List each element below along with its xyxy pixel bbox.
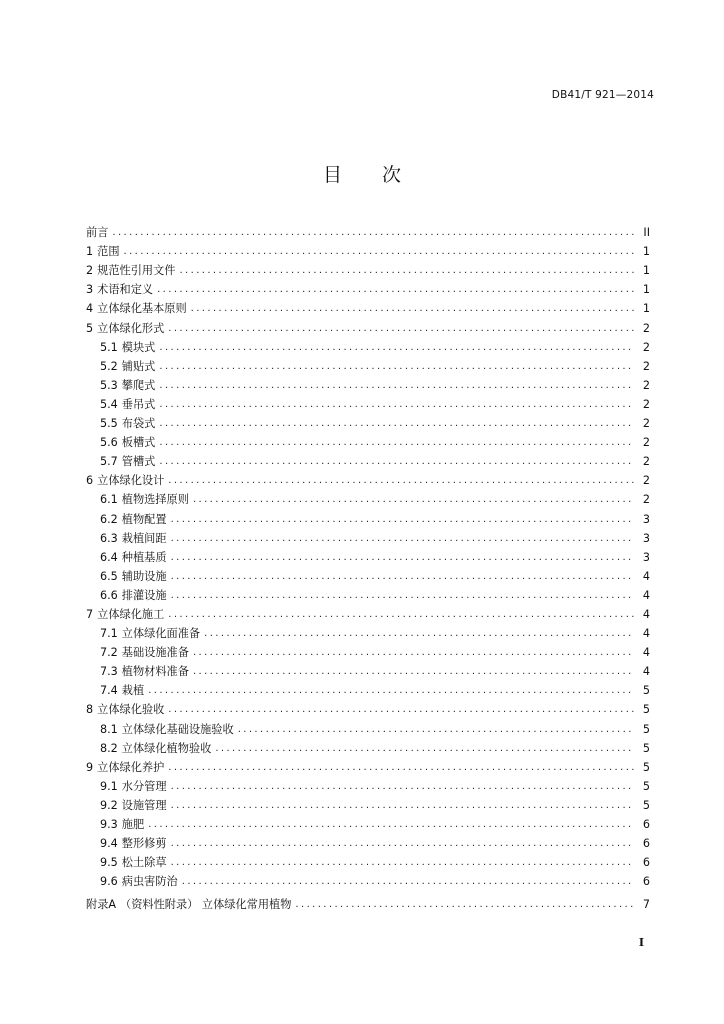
toc-entry[interactable] [86,892,650,911]
toc-entry-label [100,532,167,545]
toc-entry-number: 8.2 [100,741,118,755]
toc-entry-page: 3 [642,531,650,545]
toc-leader-dots [171,857,634,869]
toc-entry-title: 铺贴式 [121,359,156,373]
toc-entry-number: 9.4 [100,837,118,851]
toc-leader-dots [159,437,634,449]
toc-entry[interactable] [86,468,650,487]
toc-entry-number: 5 [86,321,94,335]
toc-entry[interactable] [86,373,650,392]
toc-entry-label [86,245,120,258]
toc-leader-dots [171,571,634,583]
toc-entry-page: 5 [642,798,650,812]
toc-entry-number: 7.1 [100,627,118,641]
toc-entry-title: 施肥 [121,818,145,831]
toc-entry-number: 5.3 [100,378,118,392]
toc-entry-number: 6.6 [100,588,118,602]
toc-entry-title: 立体绿化基础设施验收 [121,722,234,736]
toc-entry-number: 5.2 [100,359,118,373]
toc-entry-label [100,551,167,564]
toc-entry-title: 立体绿化植物验收 [121,741,212,755]
toc-entry-label [100,856,167,869]
toc-entry-title: 辅助设施 [121,569,167,583]
toc-entry-page: 2 [642,455,650,469]
toc-entry-label [100,837,167,850]
toc-leader-dots [159,418,634,430]
toc-leader-dots [182,876,634,888]
toc-leader-dots [204,628,634,640]
toc-entry-label [86,474,164,487]
toc-entry-title: 植物材料准备 [121,665,189,679]
toc-entry-number: 5.4 [100,397,118,411]
toc-entry-title: 模块式 [121,340,156,354]
toc-entry-title: 排灌设施 [121,588,167,602]
toc-entry[interactable] [86,220,650,239]
toc-entry-label [100,570,167,583]
toc-entry-page: 6 [642,818,650,831]
toc-entry-number: 9.3 [100,818,118,831]
toc-entry-label [100,455,155,468]
toc-leader-dots [171,552,634,564]
toc-entry-page: 5 [642,741,650,755]
toc-entry-page: 1 [642,302,650,316]
toc-entry[interactable] [86,335,650,354]
toc-entry-number: 7.3 [100,665,118,679]
toc-entry-number: 6.1 [100,493,118,507]
toc-entry-label [86,761,164,774]
toc-entry-label [100,646,189,659]
toc-entry-page: 2 [642,493,650,507]
toc-entry-number: 6.4 [100,550,118,564]
toc-entry-title: 范围 [97,245,120,259]
toc-entry-title: 立体绿化养护 [97,760,165,774]
toc-entry-title: 立体绿化基本原则 [97,302,187,316]
toc-entry-number: 8 [86,703,94,717]
toc-entry[interactable] [86,850,650,869]
toc-entry-page: 2 [642,474,650,488]
toc-entry-page: 2 [642,359,650,373]
toc-entry-label [100,493,189,506]
toc-entry-title: 栽植 [121,684,145,698]
toc-entry-page: 1 [642,264,650,278]
toc-entry-label [86,264,175,277]
toc-entry-title: 立体绿化面准备 [121,627,201,641]
toc-entry-page: 2 [642,436,650,450]
toc-entry-label [86,898,291,911]
toc-entry-label [100,360,155,373]
toc-entry-title: 前言 [86,226,109,240]
toc-entry-number: 5.6 [100,436,118,450]
toc-entry-title: 立体绿化形式 [97,321,165,335]
toc-leader-dots [112,227,634,239]
toc-entry-title: 水分管理 [121,779,167,793]
toc-entry-page: 3 [642,512,650,526]
toc-entry[interactable] [86,621,650,640]
toc-leader-dots [124,246,634,258]
toc-entry[interactable] [86,258,650,277]
toc-entry-page: 6 [642,837,650,851]
toc-entry-label [100,684,144,697]
toc-entry-title: 立体绿化施工 [97,607,165,621]
toc-leader-dots [171,838,634,850]
toc-entry-label [100,417,155,430]
toc-entry[interactable] [86,793,650,812]
toc-entry-number: 9.6 [100,875,118,889]
toc-entry-label [100,398,155,411]
toc-entry-page: 1 [642,245,650,259]
toc-entry-label [100,665,189,678]
toc-leader-dots [171,781,634,793]
toc-entry-label [86,283,153,296]
toc-entry-number: 附录A [86,898,117,912]
toc-entry[interactable] [86,602,650,621]
toc-leader-dots [148,685,634,697]
toc-leader-dots [171,800,634,812]
toc-entry-title: 基础设施准备 [121,646,189,660]
toc-entry-title: 垂吊式 [121,397,156,411]
toc-entry-title: 整形修剪 [121,837,167,851]
toc-entry[interactable] [86,659,650,678]
toc-leader-dots [159,380,634,392]
toc-entry-number: 5.1 [100,340,118,354]
toc-entry-number: 5.7 [100,455,118,469]
toc-entry-title: 松土除草 [121,856,167,870]
toc-entry-label [100,799,167,812]
toc-entry-number: 9.5 [100,856,118,870]
toc-leader-dots [171,590,634,602]
toc-leader-dots [159,399,634,411]
toc-entry-number: 2 [86,264,94,278]
toc-leader-dots [148,819,634,831]
toc-entry-number: 4 [86,302,94,316]
toc-entry-page: 6 [642,856,650,870]
toc-entry[interactable] [86,736,650,755]
toc-entry-number: 3 [86,283,94,297]
toc-entry-number: 5.5 [100,417,118,431]
toc-entry-title: 术语和定义 [97,283,154,297]
toc-entry-label [100,723,234,736]
page-title [0,160,724,187]
document-code: DB41/T 921—2014 [551,89,654,101]
toc-entry-page: 4 [642,569,650,583]
toc-entry-label [100,341,155,354]
toc-leader-dots [168,475,634,487]
toc-entry-title: 病虫害防治 [121,875,178,889]
toc-leader-dots [238,724,634,736]
toc-entry-title: 植物配置 [121,512,167,526]
toc-leader-dots [193,494,634,506]
toc-entry-page: 2 [642,340,650,354]
toc-entry-title: 立体绿化设计 [97,474,165,488]
toc-entry-number: 8.1 [100,722,118,736]
toc-entry-page: 5 [642,703,650,717]
toc-entry[interactable] [86,487,650,506]
toc-entry-page: 4 [642,607,650,621]
toc-entry-page: 2 [642,321,650,335]
toc-entry-label [100,875,178,888]
toc-entry[interactable] [86,430,650,449]
toc-entry-label [86,608,164,621]
toc-entry-number: 6.2 [100,512,118,526]
toc-entry-title: （资料性附录） 立体绿化常用植物 [120,898,292,912]
toc-entry[interactable] [86,411,650,430]
toc-entry-page: 4 [642,665,650,679]
toc-entry-number: 6 [86,474,94,488]
toc-entry-page: 4 [642,588,650,602]
toc-entry-label [100,627,200,640]
toc-entry-page: 2 [642,378,650,392]
toc-entry[interactable] [86,640,650,659]
toc-entry[interactable] [86,449,650,468]
toc-leader-dots [193,647,634,659]
toc-entry[interactable] [86,564,650,583]
toc-entry-label [86,226,108,239]
toc-entry-title: 植物选择原则 [121,493,189,507]
toc-leader-dots [159,361,634,373]
toc-entry-page: 4 [642,646,650,660]
toc-entry[interactable] [86,545,650,564]
toc-entry-label [86,322,164,335]
toc-entry-page: 2 [642,417,650,431]
toc-entry[interactable] [86,315,650,334]
toc-entry[interactable] [86,678,650,697]
toc-entry-number: 7.2 [100,646,118,660]
toc-entry[interactable] [86,392,650,411]
toc-entry-page: II [643,226,650,240]
toc-entry[interactable] [86,277,650,296]
toc-entry-number: 6.5 [100,569,118,583]
toc-leader-dots [168,609,634,621]
toc-entry-page: 5 [642,779,650,793]
toc-entry[interactable] [86,583,650,602]
toc-entry-title: 攀爬式 [121,378,156,392]
toc-entry-number: 9.2 [100,798,118,812]
toc-entry-page: 5 [642,760,650,774]
toc-leader-dots [168,323,634,335]
toc-entry[interactable] [86,812,650,831]
toc-entry-title: 板槽式 [121,436,156,450]
toc-entry-page: 5 [642,684,650,698]
page-title-char-2: 次 [382,164,402,186]
toc-entry-label [86,302,187,315]
toc-entry-number: 1 [86,245,94,259]
toc-entry[interactable] [86,831,650,850]
toc-entry-title: 立体绿化验收 [97,703,165,717]
toc-entry-number: 9.1 [100,779,118,793]
toc-entry-page: 4 [642,627,650,641]
toc-entry-page: 5 [642,722,650,736]
toc-entry[interactable] [86,697,650,716]
toc-entry-number: 7.4 [100,684,118,698]
toc-leader-dots [295,899,634,911]
toc-entry[interactable] [86,526,650,545]
toc-entry-label [100,780,167,793]
toc-entry-page: 2 [642,397,650,411]
table-of-contents [86,220,650,911]
toc-entry-title: 管槽式 [121,455,156,469]
toc-entry[interactable] [86,296,650,315]
toc-entry-label [100,513,167,526]
page-title-char-1: 目 [322,164,342,186]
toc-entry[interactable] [86,239,650,258]
toc-leader-dots [193,666,634,678]
toc-entry-page: 1 [642,283,650,297]
toc-leader-dots [171,514,634,526]
toc-entry-title: 栽植间距 [121,531,167,545]
toc-leader-dots [171,533,634,545]
toc-entry-label [86,703,164,716]
toc-entry-label [100,379,155,392]
toc-leader-dots [159,456,634,468]
toc-leader-dots [179,265,634,277]
toc-entry[interactable] [86,774,650,793]
toc-entry[interactable] [86,506,650,525]
toc-entry-label [100,742,211,755]
toc-leader-dots [168,704,634,716]
toc-leader-dots [168,762,634,774]
toc-entry-page: 3 [642,550,650,564]
toc-entry-title: 布袋式 [121,417,156,431]
toc-entry-title: 规范性引用文件 [97,264,176,278]
toc-entry-page: 7 [642,898,650,912]
toc-entry-number: 9 [86,760,94,774]
toc-entry-label [100,436,155,449]
toc-entry-number: 6.3 [100,531,118,545]
toc-entry-label [100,589,167,602]
toc-entry[interactable] [86,354,650,373]
toc-leader-dots [215,743,634,755]
toc-entry[interactable] [86,716,650,735]
toc-entry-page: 6 [642,875,650,889]
toc-entry-title: 种植基质 [121,550,167,564]
toc-entry[interactable] [86,755,650,774]
toc-entry-title: 设施管理 [121,798,167,812]
toc-entry[interactable] [86,869,650,888]
toc-entry-number: 7 [86,607,94,621]
toc-leader-dots [159,342,634,354]
page-number: I [638,936,644,949]
toc-leader-dots [191,303,634,315]
toc-leader-dots [157,284,634,296]
toc-entry-label [100,818,144,831]
